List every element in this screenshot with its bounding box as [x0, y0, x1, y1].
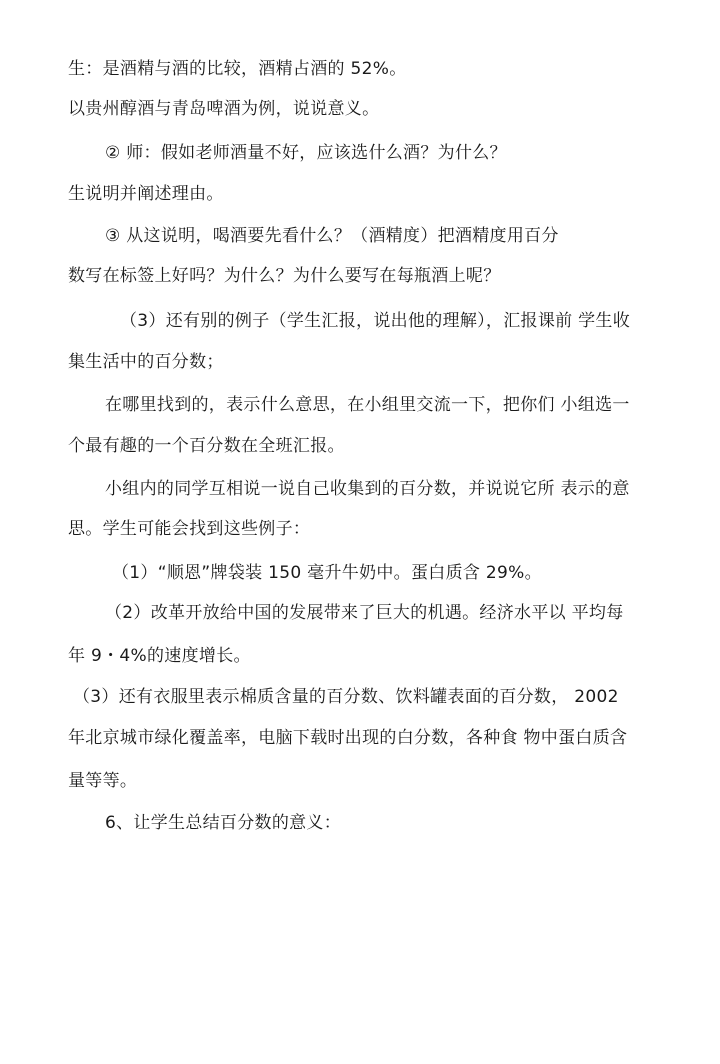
- text-line: 数写在标签上好吗？为什么？为什么要写在每瓶酒上呢？: [68, 266, 501, 286]
- text-line: 6、让学生总结百分数的意义：: [105, 813, 342, 833]
- text-line: 集生活中的百分数；: [68, 352, 224, 372]
- text-line: ③ 从这说明，喝酒要先看什么？（酒精度）把酒精度用百分: [105, 226, 559, 246]
- text-line: 思。学生可能会找到这些例子：: [68, 519, 311, 539]
- text-line: 在哪里找到的，表示什么意思，在小组里交流一下，把你们 小组选一: [105, 395, 630, 415]
- text-line: 以贵州醇酒与青岛啤酒为例，说说意义。: [68, 99, 380, 119]
- text-line: （2）改革开放给中国的发展带来了巨大的机遇。经济水平以 平均每: [105, 603, 624, 623]
- text-line: 生说明并阐述理由。: [68, 184, 224, 204]
- text-line: 小组内的同学互相说一说自己收集到的百分数，并说说它所 表示的意: [105, 479, 630, 499]
- text-line: （3）还有衣服里表示棉质含量的百分数、饮料罐表面的百分数， 2002: [73, 687, 619, 707]
- text-line: （3）还有别的例子（学生汇报，说出他的理解），汇报课前 学生收: [120, 311, 631, 331]
- text-line: 个最有趣的一个百分数在全班汇报。: [68, 436, 345, 456]
- text-line: （1）“顺恩”牌袋装 150 毫升牛奶中。蛋白质含 29%。: [112, 563, 542, 583]
- text-line: 生：是酒精与酒的比较，酒精占酒的 52%。: [68, 59, 407, 79]
- text-line: 量等等。: [68, 771, 138, 791]
- text-line: 年 9・4%的速度增长。: [68, 646, 251, 666]
- text-line: ② 师：假如老师酒量不好，应该选什么酒？为什么？: [105, 143, 507, 163]
- text-line: 年北京城市绿化覆盖率，电脑下载时出现的白分数，各种食 物中蛋白质含: [68, 728, 628, 748]
